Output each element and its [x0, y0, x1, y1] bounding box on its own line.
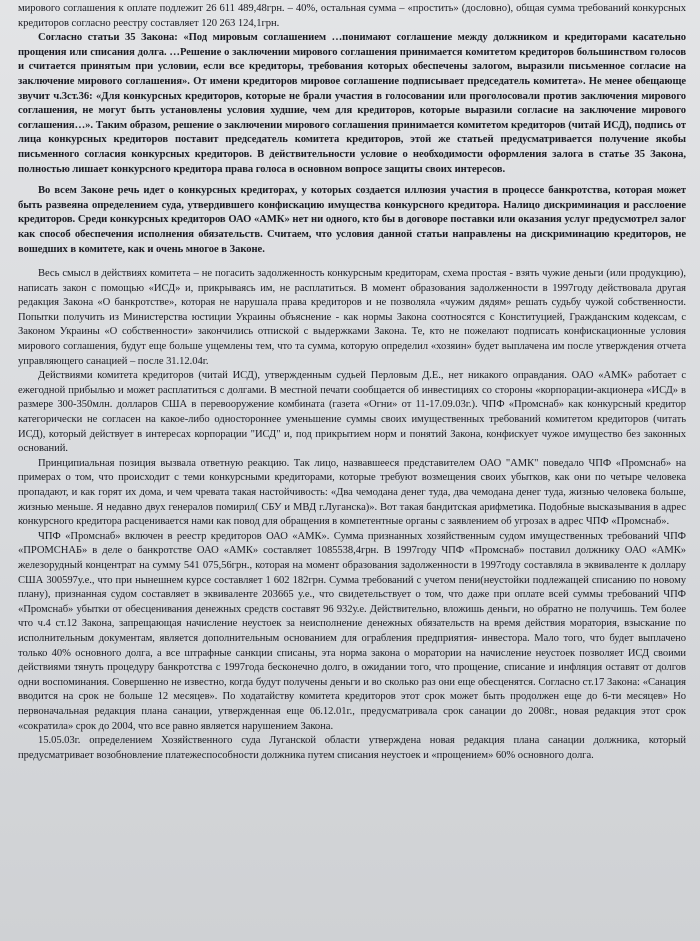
- paragraph-response-threats: Принципиальная позиция вызвала ответную реакцию. Так лицо, назвавшееся представителем ОАО "АМК" поведало ЧПФ «Промснаб» на примерах о том, что происходит с теми конкурсными кредиторами, которые требуют возмещения своих убытков, как они по четыре человека пропадают, и как горят их дома, и чем чревата такая настойчивость: «Два чемодана денег туда, два чемодана денег туда, жизнью человека больше, жизнью меньше. Я недавно двух генералов помирил( СБУ и МВД г.Луганска)». Вот такая бандитская арифметика. Подобные высказывания в адрес конкурсного кредитора расценивается нами как повод для обращения в компетентные органы с заявлением об угрозах в адрес ЧПФ «Промснаб».: [18, 457, 686, 528]
- paragraph-article-35: Согласно статьи 35 Закона: «Под мировым соглашением …понимают соглашение между должником и кредиторами касательно прощения или списания долга. …Решение о заключении мирового соглашения принимается комитетом кредиторов большинством голосов и считается принятым при условии, если все кредиторы, требования которых обеспечены залогом, выразили письменное согласие на заключение мирового соглашения». От имени кредиторов мировое соглашение подписывает председатель комитета». Не менее обещающе звучит ч.3ст.36: «Для конкурсных кредиторов, которые не брали участия в голосовании или проголосовали против заключения мирового соглашения, не могут быть установлены условия худшие, чем для кредиторов, которые выразили согласие на заключение мирового соглашения…». Таким образом, решение о заключении мирового соглашения принимается комитетом кредиторов (читай ИСД), подпись от лица конкурсных кредиторов поставит председатель комитета кредиторов, этой же статьей предусматривается получение якобы письменного согласия конкурсных кредиторов. В действительности условие о необходимости оформления залога в статье 35 Закона, полностью лишает конкурсного кредитора права голоса в основном вопросе защиты своих интересов.: [18, 32, 686, 175]
- paragraph-committee-actions: Действиями комитета кредиторов (читай ИСД), утвержденным судьей Перловым Д.Е., нет никакого оправдания. ОАО «АМК» работает с ежегодной прибылью и может расплатиться с долгами. В местной печати сообщается об инвестициях со стороны «корпорации-акционера «ИСД» в размере 300-350млн. долларов США в перевооружение комбината (газета «Огни» от 11-17.09.03г.). ЧПФ «Промснаб» как конкурсный кредитор категорически не согласен на какое-либо одностороннее уменьшение суммы своих имущественных требований комитетом кредиторов (читать ИСД), который действует в интересах корпорации "ИСД" и, под прикрытием норм и понятий Закона, конфискует чужое имущество без законных оснований.: [18, 370, 686, 455]
- paragraph-settlement-amount: мирового соглашения к оплате подлежит 26 611 489,48грн. – 40%, остальная сумма – «простить» (дословно), общая сумма требований конкурсных кредиторов согласно реестру составляет 120 263 124,1грн.: [18, 3, 686, 29]
- paragraph-promsnab-claims: ЧПФ «Промснаб» включен в реестр кредиторов ОАО «АМК». Сумма признанных хозяйственным судом имущественных требований ЧПФ «ПРОМСНАБ» в деле о банкротстве ОАО «АМК» составляет 1085538,4грн. В 1997году ЧПФ «Промснаб» поставил должнику ОАО «АМК» железорудный концентрат на сумму 541 075,56грн., которая на момент образования задолженности в 1997году составляла в эквиваленте к доллару США 300597у.е., что при нынешнем курсе составляет 1 602 182грн. Сумма требований с учетом пени(неустойки подлежащей списанию по новому плану), признанная судом составляет в эквиваленте 203665 у.е., что свидетельствует о том, что даже при оплате всей суммы требований ЧПФ «Промснаб» убытки от обесценивания денежных средств составят 96 932у.е. Действительно, вложишь деньги, но обратно не получишь. Тем более что ч.4 ст.12 Закона, запрещающая начисление неустоек за неисполнение денежных обязательств на время действия моратория, взыскание по исполнительным документам, является дополнительным основанием для ограбления предприятия- инвестора. Мало того, что будет выплачено только 40% основного долга, а все штрафные санкции списаны, эта норма закона о моратории на начисление неустоек позволяет ИСД своими действиями тянуть процедуру банкротства с 1997года бесконечно долго, в ожидании того, что прощение, списание и инфляция оставят от долгов одни воспоминания. Совершенно не известно, когда будут получены деньги и во сколько раз они еще обесценятся. Согласно ст.17 Закона: «Санация вводится на срок не больше 12 месяцев». По ходатайству комитета кредиторов этот срок может быть продолжен еще до 6-ти месяцев» Но первоначальная редакция плана санации, утвержденная еще 06.12.01г., предусматривала срок санации до 2008г., новая редакция этот срок «сократила» срок до 2004, что все равно является нарушением Закона.: [18, 530, 686, 732]
- paragraph-court-ruling: 15.05.03г. определением Хозяйственного суда Луганской области утверждена новая редакция плана санации должника, который предусматривает возобновление платежеспособности должника путем списания неустоек и «прощением» 60% основного долга.: [18, 735, 686, 761]
- paragraph-gap: [18, 177, 686, 184]
- paragraph-creditor-discrimination: Во всем Законе речь идет о конкурсных кредиторах, у которых создается иллюзия участия в процессе банкротства, которая может быть развеяна определением суда, утвердившего конфискацию имущества конкурсного кредитора. Налицо дискриминация и расслоение кредиторов. Среди конкурсных кредиторов ОАО «АМК» нет ни одного, кто бы в договоре поставки или оказания услуг предусмотрел залог как способ обеспечения исполнения обязательств. Считаем, что условия данной статьи направлены на дискриминацию кредиторов, не вошедших в комитете, как и очень многое в Законе.: [18, 185, 686, 255]
- paragraph-gap: [18, 257, 686, 267]
- paragraph-committee-purpose: Весь смысл в действиях комитета – не погасить задолженность конкурсным кредиторам, схема простая - взять чужие деньги (или продукцию), написать закон с помощью «ИСД» и, прикрываясь им, не расплатиться. В момент образования задолженности в 1997году действовала другая редакция Закона «О банкротстве», которая не нарушала права кредиторов и не позволяла «чужим дядям» решать судьбу чужой собственности. Попытки получить из Министерства юстиции Украины объяснение - как нормы Закона соотносятся с Конституцией, Гражданским кодексам, с Законом Украины «О собственности» закончились отпиской с выдержками Закона. Те, кто не пожелают подписать конфискационные условия мирового соглашения, будут еще больше ущемлены тем, что та сумма, которую определил «хозяин» будет выплачена им после утверждения отчета управляющего санацией – после 31.12.04г.: [18, 268, 686, 367]
